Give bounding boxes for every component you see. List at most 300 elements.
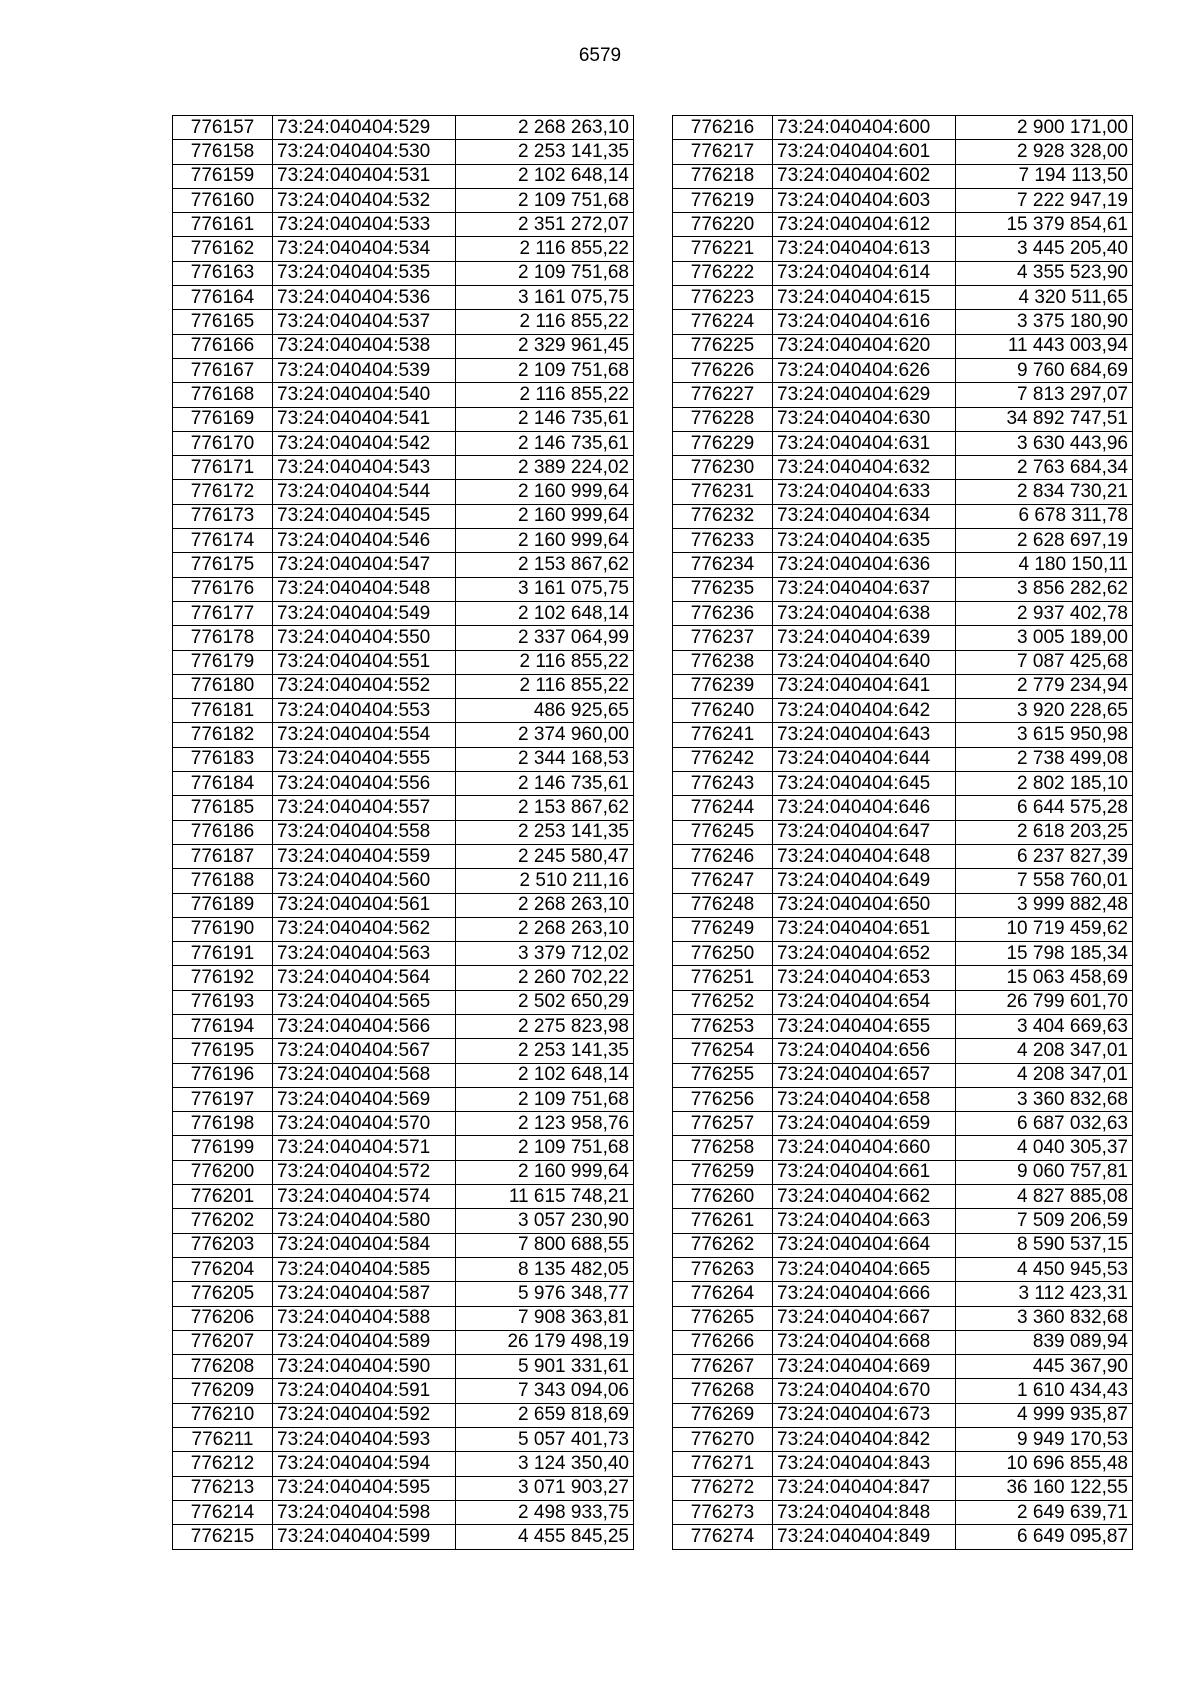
cadastral-value-cell: 2 160 999,64 <box>456 529 634 553</box>
record-number-cell: 776216 <box>673 116 773 140</box>
record-number-cell: 776165 <box>173 310 273 334</box>
cadastral-number-cell: 73:24:040404:595 <box>273 1476 456 1500</box>
cadastral-value-cell: 4 040 305,37 <box>956 1136 1133 1160</box>
cadastral-value-cell: 2 245 580,47 <box>456 844 634 868</box>
cadastral-value-cell: 9 949 170,53 <box>956 1428 1133 1452</box>
record-number-cell: 776193 <box>173 990 273 1014</box>
table-row <box>173 310 634 334</box>
table-row <box>173 358 634 382</box>
table-row <box>673 334 1133 358</box>
table-row <box>173 1452 634 1476</box>
cadastral-number-cell: 73:24:040404:592 <box>273 1403 456 1427</box>
cadastral-value-cell: 3 404 669,63 <box>956 1014 1133 1038</box>
cadastral-value-cell: 7 800 688,55 <box>456 1233 634 1257</box>
cadastral-value-cell: 4 827 885,08 <box>956 1185 1133 1209</box>
table-row <box>673 1136 1133 1160</box>
cadastral-value-cell: 2 253 141,35 <box>456 140 634 164</box>
table-row <box>673 1185 1133 1209</box>
record-number-cell: 776157 <box>173 116 273 140</box>
record-number-cell: 776175 <box>173 553 273 577</box>
cadastral-number-cell: 73:24:040404:660 <box>773 1136 956 1160</box>
table-row <box>173 699 634 723</box>
record-number-cell: 776203 <box>173 1233 273 1257</box>
cadastral-number-cell: 73:24:040404:554 <box>273 723 456 747</box>
table-row <box>673 140 1133 164</box>
table-row <box>673 723 1133 747</box>
table-row <box>173 140 634 164</box>
record-number-cell: 776171 <box>173 456 273 480</box>
cadastral-value-cell: 3 124 350,40 <box>456 1452 634 1476</box>
table-row <box>173 553 634 577</box>
record-number-cell: 776181 <box>173 699 273 723</box>
record-number-cell: 776168 <box>173 383 273 407</box>
cadastral-number-cell: 73:24:040404:642 <box>773 699 956 723</box>
table-row <box>173 796 634 820</box>
cadastral-value-cell: 3 360 832,68 <box>956 1306 1133 1330</box>
record-number-cell: 776243 <box>673 772 773 796</box>
record-number-cell: 776184 <box>173 772 273 796</box>
cadastral-value-cell: 2 253 141,35 <box>456 820 634 844</box>
table-row <box>673 1379 1133 1403</box>
cadastral-number-cell: 73:24:040404:644 <box>773 747 956 771</box>
record-number-cell: 776255 <box>673 1063 773 1087</box>
cadastral-number-cell: 73:24:040404:667 <box>773 1306 956 1330</box>
table-row <box>173 1209 634 1233</box>
cadastral-value-cell: 2 109 751,68 <box>456 188 634 212</box>
record-number-cell: 776256 <box>673 1087 773 1111</box>
record-number-cell: 776158 <box>173 140 273 164</box>
cadastral-value-cell: 2 900 171,00 <box>956 116 1133 140</box>
cadastral-number-cell: 73:24:040404:652 <box>773 942 956 966</box>
cadastral-value-cell: 2 268 263,10 <box>456 116 634 140</box>
record-number-cell: 776206 <box>173 1306 273 1330</box>
cadastral-value-cell: 2 116 855,22 <box>456 650 634 674</box>
record-number-cell: 776253 <box>673 1014 773 1038</box>
record-number-cell: 776221 <box>673 237 773 261</box>
table-row <box>673 456 1133 480</box>
record-number-cell: 776258 <box>673 1136 773 1160</box>
record-number-cell: 776210 <box>173 1403 273 1427</box>
cadastral-number-cell: 73:24:040404:849 <box>773 1525 956 1549</box>
table-row <box>173 116 634 140</box>
cadastral-number-cell: 73:24:040404:665 <box>773 1257 956 1281</box>
cadastral-value-cell: 3 161 075,75 <box>456 286 634 310</box>
record-number-cell: 776200 <box>173 1160 273 1184</box>
table-row <box>673 917 1133 941</box>
cadastral-number-cell: 73:24:040404:663 <box>773 1209 956 1233</box>
cadastral-number-cell: 73:24:040404:569 <box>273 1087 456 1111</box>
cadastral-number-cell: 73:24:040404:659 <box>773 1112 956 1136</box>
cadastral-number-cell: 73:24:040404:591 <box>273 1379 456 1403</box>
cadastral-number-cell: 73:24:040404:572 <box>273 1160 456 1184</box>
record-number-cell: 776270 <box>673 1428 773 1452</box>
cadastral-value-cell: 2 109 751,68 <box>456 1087 634 1111</box>
record-number-cell: 776235 <box>673 577 773 601</box>
cadastral-number-cell: 73:24:040404:634 <box>773 504 956 528</box>
cadastral-value-cell: 26 799 601,70 <box>956 990 1133 1014</box>
record-number-cell: 776245 <box>673 820 773 844</box>
record-number-cell: 776207 <box>173 1330 273 1354</box>
cadastral-number-cell: 73:24:040404:651 <box>773 917 956 941</box>
cadastral-value-cell: 36 160 122,55 <box>956 1476 1133 1500</box>
cadastral-value-cell: 2 834 730,21 <box>956 480 1133 504</box>
table-row <box>673 1112 1133 1136</box>
cadastral-number-cell: 73:24:040404:631 <box>773 431 956 455</box>
record-number-cell: 776204 <box>173 1257 273 1281</box>
cadastral-value-cell: 2 268 263,10 <box>456 917 634 941</box>
table-row <box>673 358 1133 382</box>
cadastral-number-cell: 73:24:040404:647 <box>773 820 956 844</box>
table-row <box>173 820 634 844</box>
record-number-cell: 776162 <box>173 237 273 261</box>
record-number-cell: 776274 <box>673 1525 773 1549</box>
record-number-cell: 776169 <box>173 407 273 431</box>
record-number-cell: 776174 <box>173 529 273 553</box>
cadastral-value-cell: 2 802 185,10 <box>956 772 1133 796</box>
cadastral-value-cell: 2 160 999,64 <box>456 1160 634 1184</box>
record-number-cell: 776268 <box>673 1379 773 1403</box>
cadastral-number-cell: 73:24:040404:641 <box>773 674 956 698</box>
record-number-cell: 776271 <box>673 1452 773 1476</box>
table-row <box>173 383 634 407</box>
cadastral-number-cell: 73:24:040404:603 <box>773 188 956 212</box>
record-number-cell: 776251 <box>673 966 773 990</box>
record-number-cell: 776192 <box>173 966 273 990</box>
record-number-cell: 776172 <box>173 480 273 504</box>
cadastral-value-cell: 5 901 331,61 <box>456 1355 634 1379</box>
cadastral-value-cell: 7 194 113,50 <box>956 164 1133 188</box>
table-row <box>173 1185 634 1209</box>
cadastral-value-cell: 2 628 697,19 <box>956 529 1133 553</box>
table-row <box>173 990 634 1014</box>
table-row <box>673 966 1133 990</box>
cadastral-number-cell: 73:24:040404:545 <box>273 504 456 528</box>
record-number-cell: 776237 <box>673 626 773 650</box>
cadastral-number-cell: 73:24:040404:565 <box>273 990 456 1014</box>
cadastral-number-cell: 73:24:040404:636 <box>773 553 956 577</box>
cadastral-number-cell: 73:24:040404:585 <box>273 1257 456 1281</box>
table-row <box>673 310 1133 334</box>
cadastral-value-cell: 2 109 751,68 <box>456 1136 634 1160</box>
cadastral-value-cell: 2 268 263,10 <box>456 893 634 917</box>
cadastral-number-cell: 73:24:040404:661 <box>773 1160 956 1184</box>
cadastral-value-cell: 2 763 684,34 <box>956 456 1133 480</box>
cadastral-number-cell: 73:24:040404:843 <box>773 1452 956 1476</box>
cadastral-number-cell: 73:24:040404:630 <box>773 407 956 431</box>
cadastral-number-cell: 73:24:040404:529 <box>273 116 456 140</box>
table-row <box>673 1039 1133 1063</box>
cadastral-value-cell: 2 275 823,98 <box>456 1014 634 1038</box>
cadastral-number-cell: 73:24:040404:559 <box>273 844 456 868</box>
cadastral-number-cell: 73:24:040404:639 <box>773 626 956 650</box>
cadastral-value-cell: 11 615 748,21 <box>456 1185 634 1209</box>
record-number-cell: 776201 <box>173 1185 273 1209</box>
cadastral-number-cell: 73:24:040404:562 <box>273 917 456 941</box>
cadastral-number-cell: 73:24:040404:584 <box>273 1233 456 1257</box>
table-row <box>173 1306 634 1330</box>
cadastral-value-cell: 2 109 751,68 <box>456 261 634 285</box>
cadastral-value-cell: 2 102 648,14 <box>456 164 634 188</box>
cadastral-number-cell: 73:24:040404:614 <box>773 261 956 285</box>
record-number-cell: 776248 <box>673 893 773 917</box>
table-row <box>173 1525 634 1549</box>
cadastral-value-cell: 9 060 757,81 <box>956 1160 1133 1184</box>
table-row <box>673 213 1133 237</box>
cadastral-value-cell: 3 379 712,02 <box>456 942 634 966</box>
table-row <box>673 116 1133 140</box>
cadastral-number-cell: 73:24:040404:535 <box>273 261 456 285</box>
cadastral-value-cell: 3 112 423,31 <box>956 1282 1133 1306</box>
record-number-cell: 776187 <box>173 844 273 868</box>
cadastral-number-cell: 73:24:040404:566 <box>273 1014 456 1038</box>
cadastral-number-cell: 73:24:040404:563 <box>273 942 456 966</box>
cadastral-number-cell: 73:24:040404:557 <box>273 796 456 820</box>
cadastral-number-cell: 73:24:040404:567 <box>273 1039 456 1063</box>
table-row <box>673 1282 1133 1306</box>
cadastral-number-cell: 73:24:040404:546 <box>273 529 456 553</box>
cadastral-value-cell: 2 510 211,16 <box>456 869 634 893</box>
record-number-cell: 776170 <box>173 431 273 455</box>
cadastral-value-cell: 2 146 735,61 <box>456 407 634 431</box>
cadastral-value-cell: 3 161 075,75 <box>456 577 634 601</box>
cadastral-number-cell: 73:24:040404:666 <box>773 1282 956 1306</box>
cadastral-number-cell: 73:24:040404:533 <box>273 213 456 237</box>
cadastral-value-cell: 2 779 234,94 <box>956 674 1133 698</box>
cadastral-number-cell: 73:24:040404:673 <box>773 1403 956 1427</box>
table-row <box>673 504 1133 528</box>
cadastral-number-cell: 73:24:040404:540 <box>273 383 456 407</box>
table-row <box>673 1160 1133 1184</box>
cadastral-value-cell: 2 153 867,62 <box>456 796 634 820</box>
cadastral-value-cell: 7 222 947,19 <box>956 188 1133 212</box>
cadastral-value-cell: 2 146 735,61 <box>456 431 634 455</box>
record-number-cell: 776167 <box>173 358 273 382</box>
cadastral-number-cell: 73:24:040404:656 <box>773 1039 956 1063</box>
cadastral-number-cell: 73:24:040404:593 <box>273 1428 456 1452</box>
cadastral-number-cell: 73:24:040404:542 <box>273 431 456 455</box>
cadastral-number-cell: 73:24:040404:662 <box>773 1185 956 1209</box>
table-row <box>673 1476 1133 1500</box>
record-number-cell: 776223 <box>673 286 773 310</box>
record-number-cell: 776246 <box>673 844 773 868</box>
cadastral-value-cell: 7 558 760,01 <box>956 869 1133 893</box>
record-number-cell: 776176 <box>173 577 273 601</box>
cadastral-value-cell: 2 153 867,62 <box>456 553 634 577</box>
table-row <box>173 1257 634 1281</box>
cadastral-value-cell: 4 320 511,65 <box>956 286 1133 310</box>
cadastral-value-cell: 5 057 401,73 <box>456 1428 634 1452</box>
cadastral-number-cell: 73:24:040404:532 <box>273 188 456 212</box>
cadastral-number-cell: 73:24:040404:550 <box>273 626 456 650</box>
record-number-cell: 776252 <box>673 990 773 1014</box>
cadastral-value-cell: 15 379 854,61 <box>956 213 1133 237</box>
record-number-cell: 776273 <box>673 1500 773 1524</box>
cadastral-number-cell: 73:24:040404:668 <box>773 1330 956 1354</box>
table-row <box>173 1500 634 1524</box>
record-number-cell: 776236 <box>673 601 773 625</box>
record-number-cell: 776259 <box>673 1160 773 1184</box>
table-row <box>673 893 1133 917</box>
record-number-cell: 776269 <box>673 1403 773 1427</box>
record-number-cell: 776227 <box>673 383 773 407</box>
cadastral-value-cell: 2 102 648,14 <box>456 601 634 625</box>
table-row <box>673 1209 1133 1233</box>
cadastral-number-cell: 73:24:040404:555 <box>273 747 456 771</box>
table-row <box>173 1403 634 1427</box>
cadastral-value-cell: 445 367,90 <box>956 1355 1133 1379</box>
cadastral-value-cell: 7 087 425,68 <box>956 650 1133 674</box>
record-number-cell: 776238 <box>673 650 773 674</box>
cadastral-number-cell: 73:24:040404:620 <box>773 334 956 358</box>
table-row <box>673 529 1133 553</box>
table-row <box>173 869 634 893</box>
cadastral-value-cell: 2 116 855,22 <box>456 310 634 334</box>
cadastral-number-cell: 73:24:040404:646 <box>773 796 956 820</box>
record-number-cell: 776240 <box>673 699 773 723</box>
record-number-cell: 776198 <box>173 1112 273 1136</box>
table-row <box>173 1063 634 1087</box>
cadastral-value-cell: 8 135 482,05 <box>456 1257 634 1281</box>
cadastral-value-cell: 10 696 855,48 <box>956 1452 1133 1476</box>
cadastral-value-cell: 2 618 203,25 <box>956 820 1133 844</box>
table-row <box>173 893 634 917</box>
record-number-cell: 776265 <box>673 1306 773 1330</box>
cadastral-number-cell: 73:24:040404:600 <box>773 116 956 140</box>
cadastral-number-cell: 73:24:040404:548 <box>273 577 456 601</box>
cadastral-value-cell: 3 005 189,00 <box>956 626 1133 650</box>
cadastral-value-cell: 2 116 855,22 <box>456 674 634 698</box>
table-row <box>173 1330 634 1354</box>
table-row <box>673 1014 1133 1038</box>
record-number-cell: 776233 <box>673 529 773 553</box>
cadastral-value-cell: 6 678 311,78 <box>956 504 1133 528</box>
table-row <box>173 1355 634 1379</box>
record-number-cell: 776173 <box>173 504 273 528</box>
cadastral-number-cell: 73:24:040404:638 <box>773 601 956 625</box>
table-row <box>673 286 1133 310</box>
cadastral-number-cell: 73:24:040404:541 <box>273 407 456 431</box>
cadastral-number-cell: 73:24:040404:549 <box>273 601 456 625</box>
table-row <box>173 844 634 868</box>
record-number-cell: 776191 <box>173 942 273 966</box>
cadastral-value-cell: 3 856 282,62 <box>956 577 1133 601</box>
table-row <box>173 747 634 771</box>
cadastral-number-cell: 73:24:040404:580 <box>273 1209 456 1233</box>
table-row <box>673 431 1133 455</box>
cadastral-number-cell: 73:24:040404:598 <box>273 1500 456 1524</box>
cadastral-number-cell: 73:24:040404:544 <box>273 480 456 504</box>
cadastral-number-cell: 73:24:040404:657 <box>773 1063 956 1087</box>
table-row <box>173 529 634 553</box>
record-number-cell: 776177 <box>173 601 273 625</box>
cadastral-number-cell: 73:24:040404:587 <box>273 1282 456 1306</box>
cadastral-number-cell: 73:24:040404:632 <box>773 456 956 480</box>
record-number-cell: 776212 <box>173 1452 273 1476</box>
table-row <box>173 723 634 747</box>
table-row <box>173 1014 634 1038</box>
table-row <box>673 650 1133 674</box>
record-number-cell: 776190 <box>173 917 273 941</box>
cadastral-value-cell: 15 063 458,69 <box>956 966 1133 990</box>
table-row <box>673 699 1133 723</box>
record-number-cell: 776166 <box>173 334 273 358</box>
cadastral-number-cell: 73:24:040404:654 <box>773 990 956 1014</box>
record-number-cell: 776226 <box>673 358 773 382</box>
record-number-cell: 776261 <box>673 1209 773 1233</box>
record-number-cell: 776217 <box>673 140 773 164</box>
cadastral-number-cell: 73:24:040404:602 <box>773 164 956 188</box>
table-row <box>173 1233 634 1257</box>
record-number-cell: 776164 <box>173 286 273 310</box>
table-row <box>673 1257 1133 1281</box>
table-row <box>673 1233 1133 1257</box>
record-number-cell: 776163 <box>173 261 273 285</box>
cadastral-value-cell: 6 644 575,28 <box>956 796 1133 820</box>
cadastral-number-cell: 73:24:040404:848 <box>773 1500 956 1524</box>
cadastral-value-cell: 15 798 185,34 <box>956 942 1133 966</box>
cadastral-value-cell: 2 253 141,35 <box>456 1039 634 1063</box>
cadastral-number-cell: 73:24:040404:629 <box>773 383 956 407</box>
cadastral-number-cell: 73:24:040404:649 <box>773 869 956 893</box>
table-row <box>673 990 1133 1014</box>
cadastral-number-cell: 73:24:040404:615 <box>773 286 956 310</box>
record-number-cell: 776215 <box>173 1525 273 1549</box>
cadastral-value-cell: 7 343 094,06 <box>456 1379 634 1403</box>
cadastral-number-cell: 73:24:040404:531 <box>273 164 456 188</box>
cadastral-value-cell: 3 999 882,48 <box>956 893 1133 917</box>
record-number-cell: 776241 <box>673 723 773 747</box>
cadastral-value-cell: 34 892 747,51 <box>956 407 1133 431</box>
cadastral-number-cell: 73:24:040404:847 <box>773 1476 956 1500</box>
table-row <box>673 1355 1133 1379</box>
table-row <box>673 237 1133 261</box>
table-row <box>673 1306 1133 1330</box>
record-number-cell: 776234 <box>673 553 773 577</box>
record-number-cell: 776260 <box>673 1185 773 1209</box>
cadastral-value-cell: 2 928 328,00 <box>956 140 1133 164</box>
record-number-cell: 776257 <box>673 1112 773 1136</box>
table-row <box>173 1379 634 1403</box>
record-number-cell: 776183 <box>173 747 273 771</box>
page-number: 6579 <box>578 45 622 66</box>
cadastral-value-cell: 4 450 945,53 <box>956 1257 1133 1281</box>
table-row <box>673 747 1133 771</box>
cadastral-value-cell: 9 760 684,69 <box>956 358 1133 382</box>
record-number-cell: 776182 <box>173 723 273 747</box>
record-number-cell: 776185 <box>173 796 273 820</box>
cadastral-number-cell: 73:24:040404:543 <box>273 456 456 480</box>
table-row <box>173 1428 634 1452</box>
cadastral-number-cell: 73:24:040404:650 <box>773 893 956 917</box>
record-number-cell: 776228 <box>673 407 773 431</box>
record-number-cell: 776188 <box>173 869 273 893</box>
cadastral-value-cell: 2 502 650,29 <box>456 990 634 1014</box>
table-row <box>673 1525 1133 1549</box>
table-row <box>173 480 634 504</box>
table-row <box>173 626 634 650</box>
table-row <box>673 844 1133 868</box>
cadastral-number-cell: 73:24:040404:653 <box>773 966 956 990</box>
cadastral-number-cell: 73:24:040404:588 <box>273 1306 456 1330</box>
table-row <box>673 942 1133 966</box>
record-number-cell: 776222 <box>673 261 773 285</box>
cadastral-number-cell: 73:24:040404:612 <box>773 213 956 237</box>
cadastral-value-cell: 2 116 855,22 <box>456 237 634 261</box>
table-row <box>173 917 634 941</box>
cadastral-value-cell: 26 179 498,19 <box>456 1330 634 1354</box>
record-number-cell: 776266 <box>673 1330 773 1354</box>
table-row <box>673 188 1133 212</box>
